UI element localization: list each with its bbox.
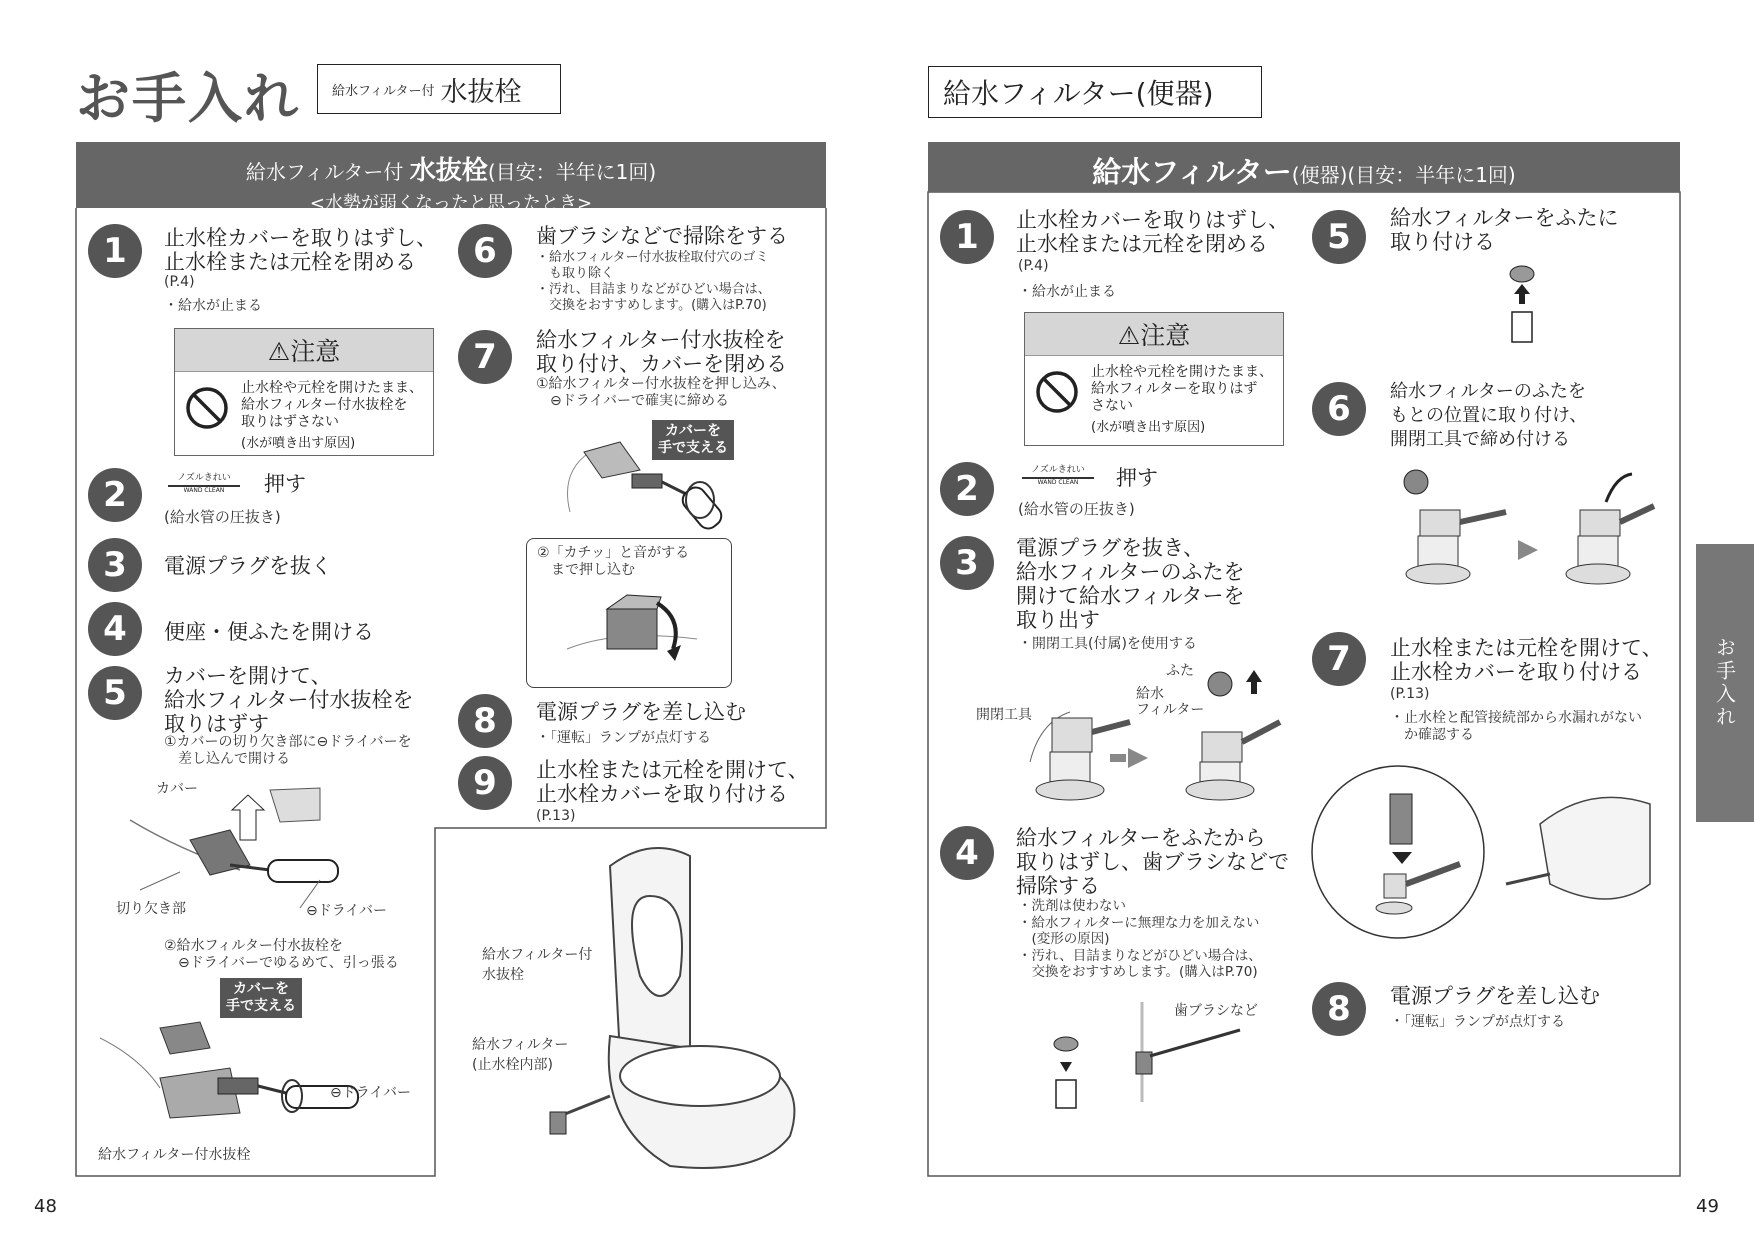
filter-attach-illustration: [1502, 262, 1542, 346]
step-title: 電源プラグを差し込む: [1390, 984, 1600, 1008]
button-sub: WAND CLEAN: [1022, 477, 1094, 486]
filter-removal-illustration: [1010, 662, 1290, 802]
step-note: ・「運転」ランプが点灯する: [536, 730, 711, 746]
step-title: 給水フィルターをふたに 取り付ける: [1390, 206, 1619, 254]
step-note: ・給水が止まる: [1018, 284, 1116, 300]
step-number: 7: [1312, 632, 1366, 686]
left-title-small: 給水フィルター付: [332, 83, 435, 99]
caution-title: 注意: [1140, 321, 1191, 350]
step-title: 便座・便ふたを開ける: [164, 620, 374, 644]
page-number-right: 49: [1696, 1196, 1719, 1217]
callout-support-cover-2: カバーを 手で支える: [652, 420, 734, 460]
prohibited-icon: [1035, 370, 1079, 414]
page-title: お手入れ: [76, 67, 300, 130]
page-number-left: 48: [34, 1196, 57, 1217]
step-number: 3: [940, 536, 994, 590]
button-sub: WAND CLEAN: [168, 485, 240, 494]
right-header-post: (便器)(目安：半年に1回): [1291, 163, 1516, 187]
step-ref: (P.13): [1390, 686, 1430, 702]
step-title: 給水フィルター付水抜栓を 取り付け、カバーを閉める: [536, 328, 788, 376]
lid-tighten-illustration: [1396, 462, 1656, 602]
right-section-header: [928, 142, 1680, 192]
cover-close-illustration: [557, 589, 707, 679]
step-note: (給水管の圧抜き): [1018, 500, 1135, 518]
step-ref: (P.13): [536, 808, 576, 824]
step-label: 押す: [264, 472, 306, 496]
valve-cover-illustration: [1310, 764, 1660, 944]
caution-sub: (水が噴き出す原因): [1091, 420, 1206, 435]
step-title: 止水栓カバーを取りはずし、 止水栓または元栓を閉める: [1016, 208, 1289, 256]
step-title: 止水栓カバーを取りはずし、 止水栓または元栓を閉める: [164, 226, 437, 274]
step-number: 2: [940, 462, 994, 516]
step-note: ・止水栓と配管接続部から水漏れがない か確認する: [1390, 710, 1642, 743]
step-number: 3: [88, 538, 142, 592]
label-tool: 開閉工具: [976, 707, 1032, 723]
step-note: ・開閉工具(付属)を使用する: [1018, 636, 1197, 652]
step-title: 給水フィルターのふたを もとの位置に取り付け、 開閉工具で締め付ける: [1390, 381, 1588, 450]
step-title: 止水栓または元栓を開けて、 止水栓カバーを取り付ける: [1390, 636, 1663, 684]
step-number: 5: [88, 666, 142, 720]
label-toilet-filter: 給水フィルター (止水栓内部): [472, 1037, 569, 1073]
step-number: 5: [1312, 210, 1366, 264]
label-drain-plug: 給水フィルター付水抜栓: [98, 1147, 251, 1163]
label-cover: カバー: [156, 781, 198, 797]
step-title: 電源プラグを抜く: [164, 554, 332, 578]
step-label: 押す: [1116, 466, 1158, 490]
label-driver-2: ⊖ドライバー: [330, 1085, 412, 1101]
step-title: 止水栓または元栓を開けて、 止水栓カバーを取り付ける: [536, 758, 809, 806]
prohibited-icon: [185, 386, 229, 430]
left-header-subtitle: <水勢が弱くなったと思ったとき>: [309, 193, 593, 214]
drain-plug-install-illustration: [540, 412, 780, 542]
label-lid: ふた: [1166, 663, 1194, 679]
step-number: 8: [458, 694, 512, 748]
step-title: 電源プラグを差し込む: [536, 700, 746, 724]
step-number: 6: [1312, 382, 1366, 436]
step-number: 4: [88, 602, 142, 656]
left-section-header: [76, 142, 826, 214]
step-title: カバーを開けて、 給水フィルター付水抜栓を 取りはずす: [164, 664, 414, 736]
label-brush: 歯ブラシなど: [1174, 1003, 1258, 1019]
step-title: 電源プラグを抜き、 給水フィルターのふたを 開けて給水フィルターを 取り出す: [1016, 536, 1245, 632]
left-header-bold: 水抜栓: [409, 156, 488, 186]
callout-support-cover: カバーを 手で支える: [220, 978, 302, 1018]
toilet-illustration: [540, 836, 810, 1176]
step-title: 歯ブラシなどで掃除をする: [536, 224, 788, 248]
drain-plug-removal-illustration: [100, 1018, 420, 1138]
step-number: 1: [88, 224, 142, 278]
step-note: ・給水が止まる: [164, 298, 262, 314]
button-label: ノズルきれい: [177, 473, 231, 483]
filter-brush-illustration: [1040, 996, 1300, 1116]
right-header-bold: 給水フィルター: [1092, 155, 1292, 189]
side-tab-care: お手入れ: [1696, 544, 1754, 822]
step-number: 1: [940, 210, 994, 264]
step-note: ・「運転」ランプが点灯する: [1390, 1014, 1565, 1030]
step-number: 9: [458, 756, 512, 810]
caution-text: 止水栓や元栓を開けたまま、 給水フィルター付水抜栓を 取りはずさない: [241, 380, 423, 430]
button-label: ノズルきれい: [1031, 465, 1085, 475]
left-header-post: (目安：半年に1回): [487, 160, 657, 184]
step-number: 6: [458, 224, 512, 278]
label-toilet-drain-plug: 給水フィルター付 水抜栓: [482, 947, 593, 983]
label-notch: 切り欠き部: [116, 901, 186, 917]
step-number: 7: [458, 330, 512, 384]
left-title-big: 水抜栓: [440, 76, 522, 108]
caution-box: [174, 328, 434, 456]
step-number: 2: [88, 468, 142, 522]
step-sub: ②給水フィルター付水抜栓を ⊖ドライバーでゆるめて、引っ張る: [164, 938, 399, 971]
inset-text: ②「カチッ」と音がする まで押し込む: [537, 545, 690, 578]
click-inset: [526, 538, 732, 688]
step-ref: (P.4): [1018, 258, 1049, 274]
label-filter: 給水 フィルター: [1136, 686, 1205, 718]
step-sub: ①給水フィルター付水抜栓を押し込み、 ⊖ドライバーで確実に締める: [536, 376, 786, 409]
step-title: 給水フィルターをふたから 取りはずし、歯ブラシなどで 掃除する: [1016, 826, 1289, 898]
right-title-big: 給水フィルター(便器): [943, 77, 1214, 110]
caution-box: [1024, 312, 1284, 446]
step-notes: ・給水フィルター付水抜栓取付穴のゴミ も取り除く ・汚れ、目詰まりなどがひどい場合は、 交換をおすすめします。(購入はP.70): [536, 250, 771, 313]
step-sub: ①カバーの切り欠き部に⊖ドライバーを 差し込んで開ける: [164, 734, 412, 767]
caution-title: 注意: [290, 337, 341, 366]
left-header-pre: 給水フィルター付: [245, 160, 410, 184]
warning-triangle-icon: ⚠: [1117, 321, 1141, 350]
caution-text: 止水栓や元栓を開けたまま、 給水フィルターを取りはず さない: [1091, 364, 1273, 414]
nozzle-clean-button-icon: [168, 470, 240, 500]
step-notes: ・洗剤は使わない ・給水フィルターに無理な力を加えない (変形の原因) ・汚れ、目詰まりなどがひどい場合は、 交換をおすすめします。(購入はP.70): [1018, 898, 1262, 980]
step-number: 4: [940, 826, 994, 880]
caution-sub: (水が噴き出す原因): [241, 436, 356, 451]
step-note: (給水管の圧抜き): [164, 508, 281, 526]
step-number: 8: [1312, 982, 1366, 1036]
nozzle-clean-button-icon: [1022, 462, 1094, 492]
warning-triangle-icon: ⚠: [267, 337, 291, 366]
label-driver: ⊖ドライバー: [306, 903, 388, 919]
step-ref: (P.4): [164, 274, 195, 290]
